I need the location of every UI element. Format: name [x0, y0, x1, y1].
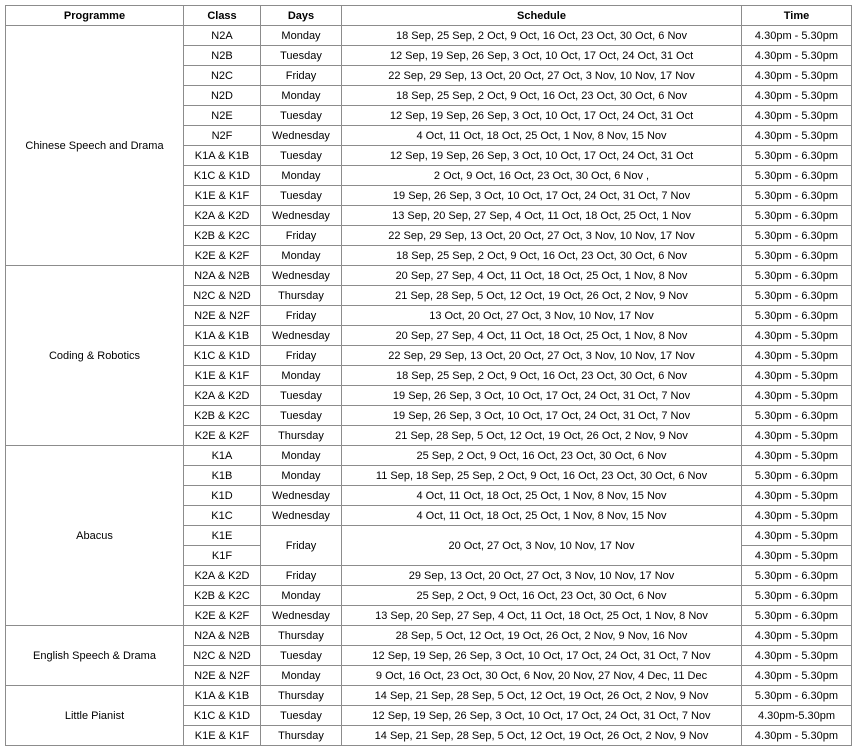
time-cell: 5.30pm - 6.30pm — [742, 606, 852, 626]
time-cell: 4.30pm - 5.30pm — [742, 46, 852, 66]
table-row — [6, 266, 852, 286]
schedule-cell: 9 Oct, 16 Oct, 23 Oct, 30 Oct, 6 Nov, 20 Nov, 27 Nov, 4 Dec, 11 Dec — [342, 666, 742, 686]
class-cell: N2E — [184, 106, 261, 126]
table-row — [6, 446, 852, 466]
schedule-cell: 14 Sep, 21 Sep, 28 Sep, 5 Oct, 12 Oct, 19 Oct, 26 Oct, 2 Nov, 9 Nov — [342, 686, 742, 706]
class-cell: K1C & K1D — [184, 706, 261, 726]
schedule-cell: 18 Sep, 25 Sep, 2 Oct, 9 Oct, 16 Oct, 23 Oct, 30 Oct, 6 Nov — [342, 246, 742, 266]
table-row — [6, 26, 852, 46]
schedule-cell: 25 Sep, 2 Oct, 9 Oct, 16 Oct, 23 Oct, 30 Oct, 6 Nov — [342, 446, 742, 466]
class-cell: K1C & K1D — [184, 346, 261, 366]
schedule-cell: 13 Sep, 20 Sep, 27 Sep, 4 Oct, 11 Oct, 18 Oct, 25 Oct, 1 Nov — [342, 206, 742, 226]
time-cell: 5.30pm - 6.30pm — [742, 466, 852, 486]
class-cell: K1B — [184, 466, 261, 486]
schedule-cell: 11 Sep, 18 Sep, 25 Sep, 2 Oct, 9 Oct, 16 Oct, 23 Oct, 30 Oct, 6 Nov — [342, 466, 742, 486]
schedule-body — [6, 26, 852, 746]
class-cell: N2A & N2B — [184, 626, 261, 646]
class-cell: K1C & K1D — [184, 166, 261, 186]
days-cell: Friday — [261, 66, 342, 86]
schedule-cell: 2 Oct, 9 Oct, 16 Oct, 23 Oct, 30 Oct, 6 Nov , — [342, 166, 742, 186]
days-cell: Friday — [261, 526, 342, 566]
days-cell: Wednesday — [261, 126, 342, 146]
time-cell: 5.30pm - 6.30pm — [742, 166, 852, 186]
class-cell: K2A & K2D — [184, 206, 261, 226]
time-cell: 5.30pm - 6.30pm — [742, 306, 852, 326]
time-cell: 4.30pm - 5.30pm — [742, 666, 852, 686]
schedule-cell: 19 Sep, 26 Sep, 3 Oct, 10 Oct, 17 Oct, 24 Oct, 31 Oct, 7 Nov — [342, 386, 742, 406]
days-cell: Friday — [261, 226, 342, 246]
time-cell: 4.30pm - 5.30pm — [742, 646, 852, 666]
schedule-cell: 13 Oct, 20 Oct, 27 Oct, 3 Nov, 10 Nov, 17 Nov — [342, 306, 742, 326]
schedule-cell: 12 Sep, 19 Sep, 26 Sep, 3 Oct, 10 Oct, 17 Oct, 24 Oct, 31 Oct — [342, 106, 742, 126]
days-cell: Friday — [261, 566, 342, 586]
time-cell: 5.30pm - 6.30pm — [742, 206, 852, 226]
class-cell: K1D — [184, 486, 261, 506]
time-cell: 4.30pm - 5.30pm — [742, 386, 852, 406]
header-schedule: Schedule — [342, 6, 742, 26]
time-cell: 4.30pm - 5.30pm — [742, 366, 852, 386]
time-cell: 4.30pm - 5.30pm — [742, 506, 852, 526]
class-cell: K1A — [184, 446, 261, 466]
class-cell: K1E & K1F — [184, 366, 261, 386]
schedule-cell: 18 Sep, 25 Sep, 2 Oct, 9 Oct, 16 Oct, 23 Oct, 30 Oct, 6 Nov — [342, 26, 742, 46]
days-cell: Monday — [261, 446, 342, 466]
schedule-cell: 21 Sep, 28 Sep, 5 Oct, 12 Oct, 19 Oct, 26 Oct, 2 Nov, 9 Nov — [342, 426, 742, 446]
time-cell: 4.30pm - 5.30pm — [742, 346, 852, 366]
days-cell: Tuesday — [261, 146, 342, 166]
time-cell: 4.30pm - 5.30pm — [742, 626, 852, 646]
time-cell: 4.30pm - 5.30pm — [742, 426, 852, 446]
days-cell: Monday — [261, 166, 342, 186]
schedule-cell: 20 Oct, 27 Oct, 3 Nov, 10 Nov, 17 Nov — [342, 526, 742, 566]
days-cell: Wednesday — [261, 266, 342, 286]
days-cell: Tuesday — [261, 706, 342, 726]
days-cell: Thursday — [261, 286, 342, 306]
days-cell: Tuesday — [261, 186, 342, 206]
schedule-cell: 28 Sep, 5 Oct, 12 Oct, 19 Oct, 26 Oct, 2 Nov, 9 Nov, 16 Nov — [342, 626, 742, 646]
days-cell: Wednesday — [261, 326, 342, 346]
time-cell: 5.30pm - 6.30pm — [742, 286, 852, 306]
days-cell: Monday — [261, 366, 342, 386]
days-cell: Wednesday — [261, 206, 342, 226]
header-time: Time — [742, 6, 852, 26]
class-cell: K2E & K2F — [184, 606, 261, 626]
time-cell: 5.30pm - 6.30pm — [742, 686, 852, 706]
schedule-cell: 12 Sep, 19 Sep, 26 Sep, 3 Oct, 10 Oct, 17 Oct, 24 Oct, 31 Oct — [342, 46, 742, 66]
days-cell: Thursday — [261, 726, 342, 746]
class-cell: K2B & K2C — [184, 226, 261, 246]
class-cell: N2B — [184, 46, 261, 66]
schedule-cell: 19 Sep, 26 Sep, 3 Oct, 10 Oct, 17 Oct, 24 Oct, 31 Oct, 7 Nov — [342, 186, 742, 206]
class-cell: K1E & K1F — [184, 186, 261, 206]
programme-cell: Little Pianist — [6, 686, 184, 746]
schedule-cell: 29 Sep, 13 Oct, 20 Oct, 27 Oct, 3 Nov, 10 Nov, 17 Nov — [342, 566, 742, 586]
days-cell: Friday — [261, 306, 342, 326]
schedule-cell: 22 Sep, 29 Sep, 13 Oct, 20 Oct, 27 Oct, 3 Nov, 10 Nov, 17 Nov — [342, 226, 742, 246]
time-cell: 5.30pm - 6.30pm — [742, 406, 852, 426]
time-cell: 5.30pm - 6.30pm — [742, 186, 852, 206]
class-cell: K1F — [184, 546, 261, 566]
days-cell: Thursday — [261, 626, 342, 646]
days-cell: Wednesday — [261, 506, 342, 526]
class-cell: N2C & N2D — [184, 646, 261, 666]
class-cell: N2E & N2F — [184, 666, 261, 686]
class-cell: N2D — [184, 86, 261, 106]
time-cell: 4.30pm - 5.30pm — [742, 326, 852, 346]
schedule-cell: 4 Oct, 11 Oct, 18 Oct, 25 Oct, 1 Nov, 8 Nov, 15 Nov — [342, 506, 742, 526]
class-cell: N2E & N2F — [184, 306, 261, 326]
time-cell: 5.30pm - 6.30pm — [742, 146, 852, 166]
time-cell: 4.30pm - 5.30pm — [742, 66, 852, 86]
days-cell: Monday — [261, 666, 342, 686]
class-cell: K2A & K2D — [184, 386, 261, 406]
schedule-cell: 12 Sep, 19 Sep, 26 Sep, 3 Oct, 10 Oct, 17 Oct, 24 Oct, 31 Oct — [342, 146, 742, 166]
schedule-table — [5, 5, 852, 746]
header-days: Days — [261, 6, 342, 26]
time-cell: 4.30pm - 5.30pm — [742, 726, 852, 746]
schedule-cell: 20 Sep, 27 Sep, 4 Oct, 11 Oct, 18 Oct, 25 Oct, 1 Nov, 8 Nov — [342, 266, 742, 286]
time-cell: 4.30pm - 5.30pm — [742, 126, 852, 146]
class-cell: K1E — [184, 526, 261, 546]
schedule-cell: 20 Sep, 27 Sep, 4 Oct, 11 Oct, 18 Oct, 25 Oct, 1 Nov, 8 Nov — [342, 326, 742, 346]
schedule-cell: 25 Sep, 2 Oct, 9 Oct, 16 Oct, 23 Oct, 30 Oct, 6 Nov — [342, 586, 742, 606]
schedule-cell: 22 Sep, 29 Sep, 13 Oct, 20 Oct, 27 Oct, 3 Nov, 10 Nov, 17 Nov — [342, 66, 742, 86]
class-cell: N2A — [184, 26, 261, 46]
programme-cell: Chinese Speech and Drama — [6, 26, 184, 266]
days-cell: Tuesday — [261, 106, 342, 126]
time-cell: 4.30pm - 5.30pm — [742, 526, 852, 546]
class-cell: N2A & N2B — [184, 266, 261, 286]
time-cell: 5.30pm - 6.30pm — [742, 246, 852, 266]
class-cell: K2B & K2C — [184, 406, 261, 426]
class-cell: K1A & K1B — [184, 326, 261, 346]
time-cell: 4.30pm - 5.30pm — [742, 86, 852, 106]
schedule-cell: 13 Sep, 20 Sep, 27 Sep, 4 Oct, 11 Oct, 18 Oct, 25 Oct, 1 Nov, 8 Nov — [342, 606, 742, 626]
schedule-cell: 12 Sep, 19 Sep, 26 Sep, 3 Oct, 10 Oct, 17 Oct, 24 Oct, 31 Oct, 7 Nov — [342, 706, 742, 726]
time-cell: 5.30pm - 6.30pm — [742, 266, 852, 286]
time-cell: 4.30pm - 5.30pm — [742, 546, 852, 566]
days-cell: Friday — [261, 346, 342, 366]
time-cell: 4.30pm-5.30pm — [742, 706, 852, 726]
days-cell: Wednesday — [261, 486, 342, 506]
programme-cell: Coding & Robotics — [6, 266, 184, 446]
table-row — [6, 626, 852, 646]
time-cell: 4.30pm - 5.30pm — [742, 486, 852, 506]
time-cell: 4.30pm - 5.30pm — [742, 106, 852, 126]
time-cell: 4.30pm - 5.30pm — [742, 26, 852, 46]
class-cell: N2C — [184, 66, 261, 86]
class-cell: K1A & K1B — [184, 686, 261, 706]
days-cell: Wednesday — [261, 606, 342, 626]
class-cell: N2C & N2D — [184, 286, 261, 306]
class-cell: N2F — [184, 126, 261, 146]
days-cell: Thursday — [261, 686, 342, 706]
time-cell: 5.30pm - 6.30pm — [742, 226, 852, 246]
class-cell: K2E & K2F — [184, 246, 261, 266]
schedule-cell: 12 Sep, 19 Sep, 26 Sep, 3 Oct, 10 Oct, 17 Oct, 24 Oct, 31 Oct, 7 Nov — [342, 646, 742, 666]
schedule-cell: 4 Oct, 11 Oct, 18 Oct, 25 Oct, 1 Nov, 8 Nov, 15 Nov — [342, 126, 742, 146]
days-cell: Monday — [261, 86, 342, 106]
header-class: Class — [184, 6, 261, 26]
days-cell: Monday — [261, 586, 342, 606]
days-cell: Monday — [261, 466, 342, 486]
days-cell: Monday — [261, 246, 342, 266]
time-cell: 5.30pm - 6.30pm — [742, 586, 852, 606]
time-cell: 5.30pm - 6.30pm — [742, 566, 852, 586]
schedule-cell: 21 Sep, 28 Sep, 5 Oct, 12 Oct, 19 Oct, 26 Oct, 2 Nov, 9 Nov — [342, 286, 742, 306]
class-cell: K1C — [184, 506, 261, 526]
class-cell: K2B & K2C — [184, 586, 261, 606]
schedule-cell: 18 Sep, 25 Sep, 2 Oct, 9 Oct, 16 Oct, 23 Oct, 30 Oct, 6 Nov — [342, 86, 742, 106]
schedule-cell: 19 Sep, 26 Sep, 3 Oct, 10 Oct, 17 Oct, 24 Oct, 31 Oct, 7 Nov — [342, 406, 742, 426]
schedule-cell: 4 Oct, 11 Oct, 18 Oct, 25 Oct, 1 Nov, 8 Nov, 15 Nov — [342, 486, 742, 506]
class-cell: K1E & K1F — [184, 726, 261, 746]
header-programme: Programme — [6, 6, 184, 26]
programme-cell: Abacus — [6, 446, 184, 626]
days-cell: Tuesday — [261, 386, 342, 406]
class-cell: K1A & K1B — [184, 146, 261, 166]
days-cell: Tuesday — [261, 46, 342, 66]
days-cell: Tuesday — [261, 646, 342, 666]
time-cell: 4.30pm - 5.30pm — [742, 446, 852, 466]
class-cell: K2A & K2D — [184, 566, 261, 586]
class-cell: K2E & K2F — [184, 426, 261, 446]
days-cell: Tuesday — [261, 406, 342, 426]
schedule-cell: 14 Sep, 21 Sep, 28 Sep, 5 Oct, 12 Oct, 19 Oct, 26 Oct, 2 Nov, 9 Nov — [342, 726, 742, 746]
days-cell: Monday — [261, 26, 342, 46]
schedule-cell: 22 Sep, 29 Sep, 13 Oct, 20 Oct, 27 Oct, 3 Nov, 10 Nov, 17 Nov — [342, 346, 742, 366]
programme-cell: English Speech & Drama — [6, 626, 184, 686]
schedule-cell: 18 Sep, 25 Sep, 2 Oct, 9 Oct, 16 Oct, 23 Oct, 30 Oct, 6 Nov — [342, 366, 742, 386]
table-row — [6, 686, 852, 706]
days-cell: Thursday — [261, 426, 342, 446]
header-row — [6, 6, 852, 26]
